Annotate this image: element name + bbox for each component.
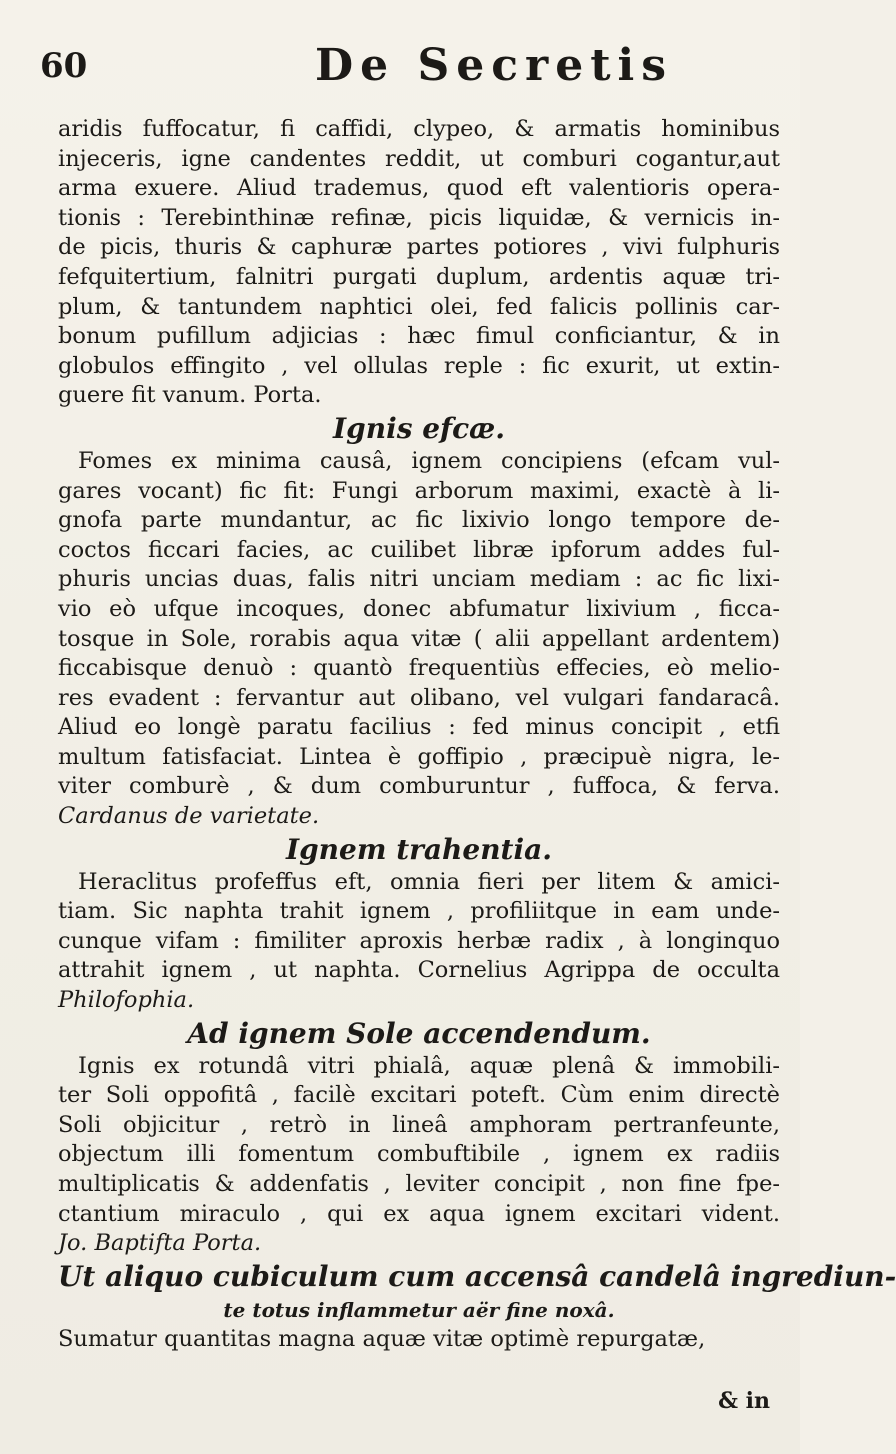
page-number: 60 bbox=[40, 46, 88, 86]
section-heading: Ignis efcæ. bbox=[333, 411, 505, 445]
text-line: Soli objicitur , retrò in lineâ amphoram pertranfeunte, bbox=[58, 1111, 780, 1138]
text-line: Fomes ex minima causâ, ignem concipiens (efcam vul- bbox=[78, 447, 780, 474]
section-subheading: te totus inflammetur aër fine noxâ. bbox=[223, 1297, 615, 1322]
page-header bbox=[40, 40, 760, 100]
text-line: fefquitertium, falnitri purgati duplum, ardentis aquæ tri- bbox=[58, 263, 780, 290]
citation-line: Cardanus de varietate. bbox=[58, 803, 320, 830]
section-heading: Ignem trahentia. bbox=[285, 832, 553, 866]
text-line: ficcabisque denuò : quantò frequentiùs effecies, eò melio- bbox=[58, 655, 780, 682]
text-line: tionis : Terebinthinæ refinæ, picis liquidæ, & vernicis in- bbox=[58, 204, 780, 231]
text-line: tosque in Sole, rorabis aqua vitæ ( alii appellant ardentem) bbox=[58, 625, 780, 652]
text-line: gnofa parte mundantur, ac fic lixivio longo tempore de- bbox=[58, 507, 780, 534]
text-line: arma exuere. Aliud trademus, quod eft valentioris opera- bbox=[58, 175, 780, 202]
text-line: de picis, thuris & caphuræ partes potiores , vivi fulphuris bbox=[58, 234, 780, 261]
text-line: gares vocant) fic fit: Fungi arborum maximi, exactè à li- bbox=[58, 477, 780, 504]
text-line: globulos effingito , vel ollulas reple : fic exurit, ut extin- bbox=[58, 352, 780, 379]
text-line: phuris uncias duas, falis nitri unciam mediam : ac fic lixi- bbox=[58, 566, 780, 593]
catchword: & in bbox=[718, 1388, 770, 1414]
text-line: ter Soli oppofitâ , facilè excitari poteft. Cùm enim directè bbox=[58, 1082, 780, 1109]
text-line: tiam. Sic naphta trahit ignem , profiliitque in eam unde- bbox=[58, 898, 780, 925]
text-line: ctantium miraculo , qui ex aqua ignem excitari vident. bbox=[58, 1200, 780, 1227]
section-heading: Ad ignem Sole accendendum. bbox=[187, 1016, 651, 1050]
citation-line: Jo. Baptifta Porta. bbox=[58, 1230, 262, 1257]
text-line: injeceris, igne candentes reddit, ut comburi cogantur,aut bbox=[58, 145, 780, 172]
text-line: res evadent : fervantur aut olibano, vel vulgari fandaracâ. bbox=[58, 684, 780, 711]
text-line: Ignis ex rotundâ vitri phialâ, aquæ plenâ & immobili- bbox=[78, 1052, 780, 1079]
text-line: attrahit ignem , ut naphta. Cornelius Agrippa de occulta bbox=[58, 957, 780, 984]
text-line: bonum pufillum adjicias : hæc fimul conficiantur, & in bbox=[58, 323, 780, 350]
text-line: vio eò ufque incoques, donec abfumatur lixivium , ficca- bbox=[58, 595, 780, 622]
text-line: coctos ficcari facies, ac cuilibet libræ ipforum addes ful- bbox=[58, 536, 780, 563]
running-head: De Secretis bbox=[315, 40, 674, 91]
text-line: Heraclitus profeffus eft, omnia fieri per litem & amici- bbox=[78, 868, 780, 895]
text-line: aridis fuffocatur, fi caffidi, clypeo, & armatis hominibus bbox=[58, 116, 780, 142]
text-line: Aliud eo longè paratu facilius : fed minus concipit , etfi bbox=[58, 714, 780, 741]
text-line: multum fatisfaciat. Lintea è goffipio , præcipuè nigra, le- bbox=[58, 743, 780, 770]
text-line: viter comburè , & dum comburuntur , fuffoca, & ferva. bbox=[58, 773, 780, 800]
citation-line: Philofophia. bbox=[58, 987, 195, 1014]
body-text bbox=[58, 115, 896, 1354]
text-line: cunque vifam : fimiliter aproxis herbæ radix , à longinquo bbox=[58, 927, 780, 954]
text-line: objectum illi fomentum combuftibile , ignem ex radiis bbox=[58, 1141, 780, 1168]
text-line: plum, & tantundem naphtici olei, fed falicis pollinis car- bbox=[58, 293, 780, 320]
text-line: Sumatur quantitas magna aquæ vitæ optimè repurgatæ, bbox=[58, 1325, 706, 1352]
text-line: multiplicatis & addenfatis , leviter concipit , non fine fpe- bbox=[58, 1171, 780, 1197]
section-heading: Ut aliquo cubiculum cum accensâ candelâ ingrediun- bbox=[58, 1259, 896, 1293]
text-line: guere fit vanum. Porta. bbox=[58, 382, 322, 409]
